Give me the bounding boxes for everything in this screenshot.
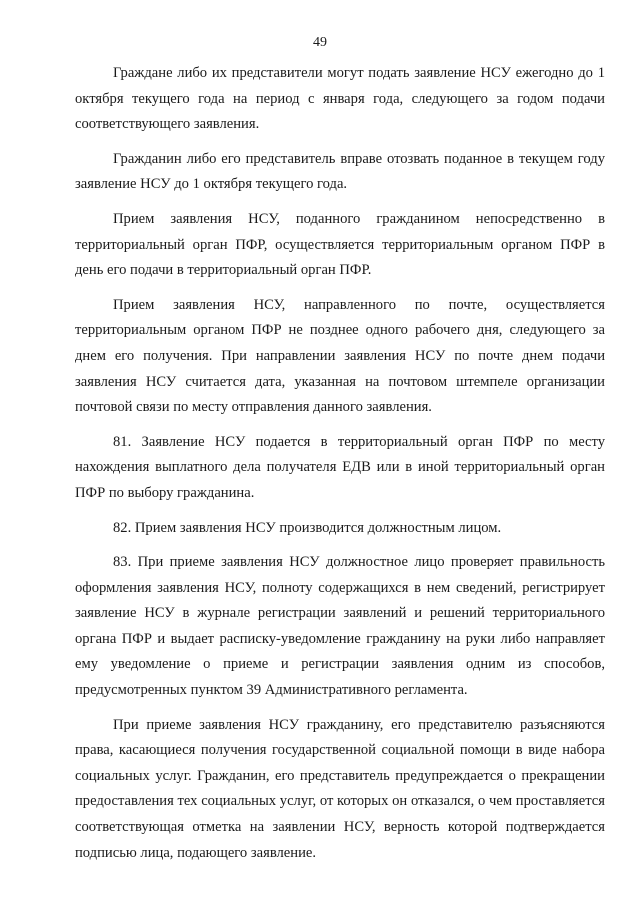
paragraph-withdrawal: Гражданин либо его представитель вправе отозвать поданное в текущем году заявление НСУ до 1 октября текущего года. xyxy=(75,150,605,193)
paragraph-in-person-receipt: Прием заявления НСУ, поданного гражданином непосредственно в территориальный орган ПФР, осуществляется территориальным органом ПФР в день его подачи в территориальный орган ПФР. xyxy=(75,210,605,279)
paragraph-application-deadline: Граждане либо их представители могут подать заявление НСУ ежегодно до 1 октября текущего года на период с января года, следующего за годом подачи соответствующего заявления. xyxy=(75,65,605,133)
document-body xyxy=(75,61,605,866)
paragraph-clause-82: 82. Прием заявления НСУ производится должностным лицом. xyxy=(113,519,502,536)
paragraph-postal-receipt: Прием заявления НСУ, направленного по почте, осуществляется территориальным органом ПФР не позднее одного рабочего дня, следующего за днем его получения. При направлении заявления НСУ по почте днем подачи заявления НСУ считается дата, указанная на почтовом штемпеле организации почтовой связи по месту отправления данного заявления. xyxy=(75,296,605,416)
page-number: 49 xyxy=(313,35,327,50)
paragraph-rights-explanation: При приеме заявления НСУ гражданину, его представителю разъясняются права, касающиеся получения государственной социальной помощи в виде набора социальных услуг. Гражданин, его представитель предупреждается о прекращении предоставления тех социальных услуг, от которых он отказался, о чем проставляется соответствующая отметка на заявлении НСУ, верность которой подтверждается подписью лица, подающего заявление. xyxy=(75,716,605,861)
paragraph-clause-83: 83. При приеме заявления НСУ должностное лицо проверяет правильность оформления заявления НСУ, полноту содержащихся в нем сведений, регистрирует заявление НСУ в журнале регистрации заявлений и решений территориального органа ПФР и выдает расписку-уведомление гражданину на руки либо направляет ему уведомление о приеме и регистрации заявления одним из способов, предусмотренных пунктом 39 Административного регламента. xyxy=(75,554,605,699)
paragraph-clause-81: 81. Заявление НСУ подается в территориальный орган ПФР по месту нахождения выплатного дела получателя ЕДВ или в иной территориальный орган ПФР по выбору гражданина. xyxy=(75,433,605,501)
